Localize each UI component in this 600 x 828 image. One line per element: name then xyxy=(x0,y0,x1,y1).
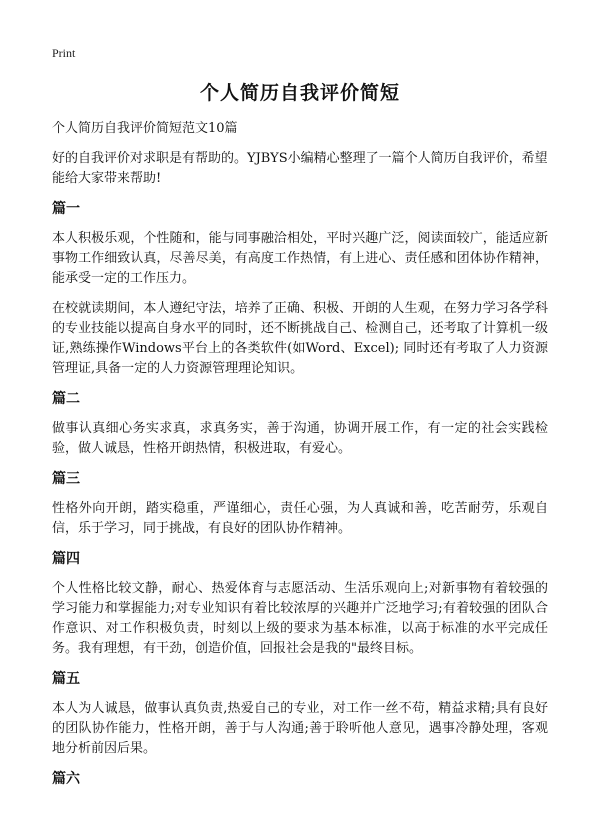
page-title: 个人简历自我评价简短 xyxy=(199,82,400,104)
section-heading: 篇二 xyxy=(52,391,80,407)
document-subtitle: 个人简历自我评价简短范文10篇 xyxy=(52,121,238,136)
section-paragraph: 本人为人诚恳，做事认真负责,热爱自己的专业，对工作一丝不苟，精益求精;具有良好的团队协作能力，性格开朗，善于与人沟通;善于聆听他人意见，遇事冷静处理，客观地分析前因后果。 xyxy=(52,701,548,756)
section-3 xyxy=(52,469,548,539)
section-heading: 篇三 xyxy=(52,471,80,487)
section-2 xyxy=(52,389,548,459)
section-heading: 篇四 xyxy=(52,551,80,567)
section-4 xyxy=(52,549,548,659)
section-heading: 篇一 xyxy=(52,201,80,217)
section-paragraph: 性格外向开朗，踏实稳重，严谨细心，责任心强，为人真诚和善，吃苦耐劳，乐观自信，乐于学习，同于挑战，有良好的团队协作精神。 xyxy=(52,501,548,536)
section-paragraph: 本人积极乐观，个性随和，能与同事融洽相处，平时兴趣广泛，阅读面较广，能适应新事物工作细致认真，尽善尽美，有高度工作热情，有上进心、责任感和团体协作精神，能承受一定的工作压力。 xyxy=(52,231,548,286)
section-heading: 篇五 xyxy=(52,671,80,687)
print-link[interactable]: Print xyxy=(52,46,76,60)
section-paragraph: 在校就读期间，本人遵纪守法，培养了正确、积极、开朗的人生观，在努力学习各学科的专业技能以提高自身水平的同时，还不断挑战自己、检测自己，还考取了计算机一级证,熟练操作Windows平台上的各类软件(如Word、Excel); 同时还有考取了人力资源管理证,具备一定的人力资源管理理论知识。 xyxy=(52,301,548,376)
section-6 xyxy=(52,769,548,789)
document-intro: 好的自我评价对求职是有帮助的。YJBYS小编精心整理了一篇个人简历自我评价，希望能给大家带来帮助! xyxy=(52,151,548,186)
section-paragraph: 做事认真细心务实求真，求真务实，善于沟通，协调开展工作，有一定的社会实践检验，做人诚恳，性格开朗热情，积极进取，有爱心。 xyxy=(52,421,548,456)
section-1 xyxy=(52,199,548,379)
document-content xyxy=(52,119,548,799)
section-paragraph: 个人性格比较文静，耐心、热爱体育与志愿活动、生活乐观向上;对新事物有着较强的学习能力和掌握能力;对专业知识有着比较浓厚的兴趣并广泛地学习;有着较强的团队合作意识、对工作积极负责，时刻以上级的要求为基本标准，以高于标准的水平完成任务。我有理想，有干劲，创造价值，回报社会是我的"最终目标。 xyxy=(52,581,548,656)
section-5 xyxy=(52,669,548,759)
section-heading: 篇六 xyxy=(52,771,80,787)
